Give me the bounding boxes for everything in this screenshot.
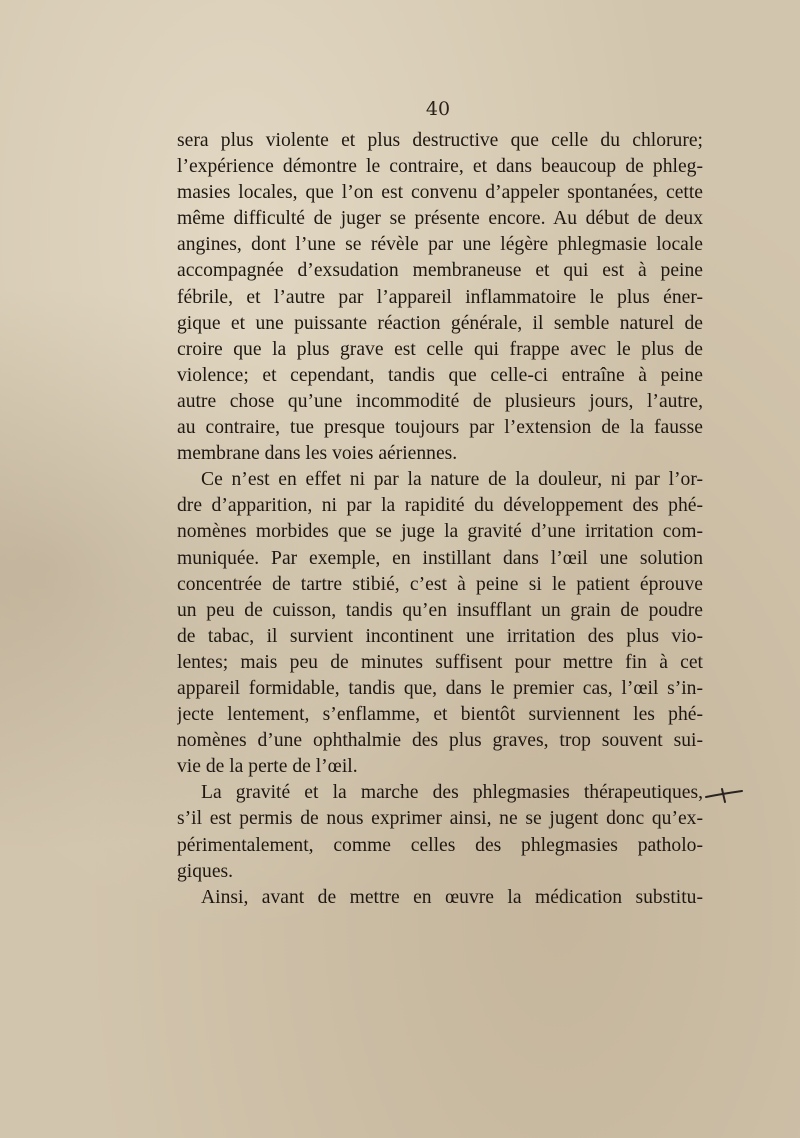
text-line: croire que la plus grave est celle qui frappe avec le plus de bbox=[177, 338, 703, 360]
text-line: angines, dont l’une se révèle par une légère phlegmasie locale bbox=[177, 234, 703, 256]
page-number: 40 bbox=[425, 98, 451, 120]
text-line: masies locales, que l’on est convenu d’appeler spontanées, cette bbox=[177, 182, 703, 204]
text-line: concentrée de tartre stibié, c’est à peine si le patient éprouve bbox=[177, 573, 703, 595]
cross-mark-icon bbox=[704, 784, 744, 808]
text-line: membrane dans les voies aériennes. bbox=[177, 443, 458, 465]
text-line: Ainsi, avant de mettre en œuvre la médication substitu- bbox=[201, 886, 703, 908]
text-line: gique et une puissante réaction générale, il semble naturel de bbox=[177, 312, 703, 334]
text-line: nomènes morbides que se juge la gravité d’une irritation com- bbox=[177, 521, 703, 543]
text-line: périmentalement, comme celles des phlegmasies patholo- bbox=[177, 834, 703, 856]
text-line: nomènes d’une ophthalmie des plus graves, trop souvent sui- bbox=[177, 730, 703, 752]
text-line: giques. bbox=[177, 860, 234, 882]
text-line: fébrile, et l’autre par l’appareil inflammatoire le plus éner- bbox=[177, 286, 703, 308]
text-line: Ce n’est en effet ni par la nature de la douleur, ni par l’or- bbox=[201, 469, 703, 491]
text-line: l’expérience démontre le contraire, et dans beaucoup de phleg- bbox=[177, 156, 703, 178]
text-line: de tabac, il survient incontinent une irritation des plus vio- bbox=[177, 625, 703, 647]
text-line: accompagnée d’exsudation membraneuse et qui est à peine bbox=[177, 260, 703, 282]
text-line: violence; et cependant, tandis que celle-ci entraîne à peine bbox=[177, 364, 703, 386]
text-line: un peu de cuisson, tandis qu’en insufflant un grain de poudre bbox=[177, 599, 703, 621]
text-line: s’il est permis de nous exprimer ainsi, ne se jugent donc qu’ex- bbox=[177, 808, 703, 830]
text-line: sera plus violente et plus destructive que celle du chlorure; bbox=[177, 130, 703, 151]
text-line: au contraire, tue presque toujours par l’extension de la fausse bbox=[177, 417, 703, 439]
body-text bbox=[177, 128, 703, 911]
text-line: vie de la perte de l’œil. bbox=[177, 756, 358, 778]
text-line: appareil formidable, tandis que, dans le premier cas, l’œil s’in- bbox=[177, 677, 703, 699]
text-line: muniquée. Par exemple, en instillant dans l’œil une solution bbox=[177, 547, 703, 569]
text-line: La gravité et la marche des phlegmasies thérapeutiques, bbox=[201, 782, 703, 804]
text-line: dre d’apparition, ni par la rapidité du développement des phé- bbox=[177, 495, 703, 517]
text-line: même difficulté de juger se présente encore. Au début de deux bbox=[177, 208, 703, 230]
text-line: lentes; mais peu de minutes suffisent pour mettre fin à cet bbox=[177, 651, 703, 673]
text-line: autre chose qu’une incommodité de plusieurs jours, l’autre, bbox=[177, 390, 703, 412]
text-line: jecte lentement, s’enflamme, et bientôt surviennent les phé- bbox=[177, 704, 703, 726]
